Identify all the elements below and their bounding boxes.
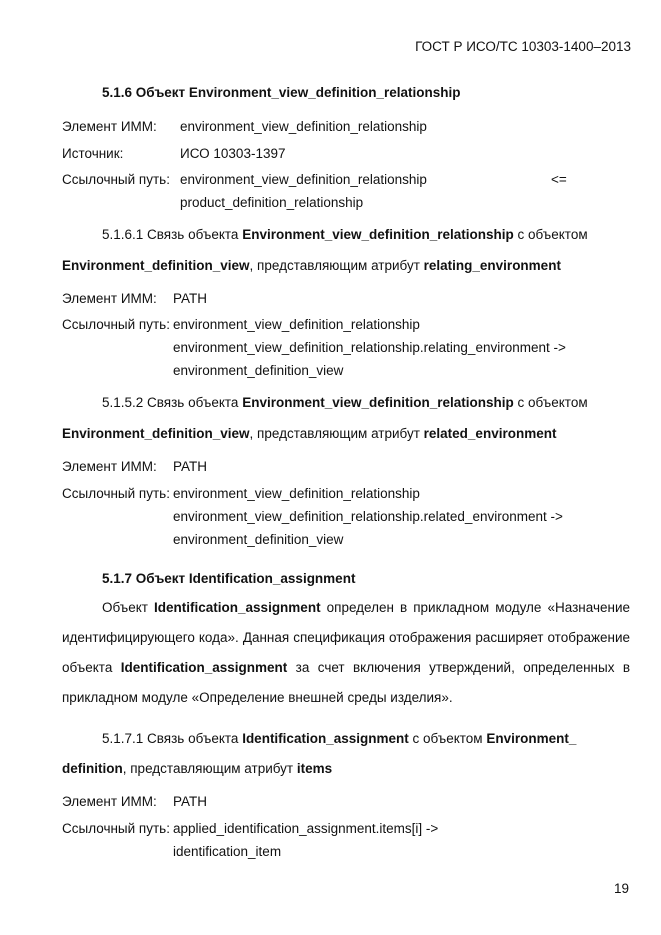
- text-run: , представляющим атрибут: [249, 426, 424, 441]
- mim-element-label: Элемент ИММ:: [62, 794, 157, 809]
- subsection-5-1-6-1-line1: [102, 228, 588, 242]
- section-heading-5-1-7: 5.1.7 Объект Identification_assignment: [102, 571, 356, 586]
- entity-name: Identification_assignment: [242, 731, 409, 746]
- reference-path-line: identification_item: [173, 844, 282, 859]
- text-run: с объектом: [513, 395, 588, 410]
- text-run: 5.1.7.1 Связь объекта: [102, 731, 243, 746]
- entity-name: Identification_assignment: [154, 600, 321, 615]
- reference-path-line: environment_view_definition_relationship: [173, 486, 420, 501]
- reference-path-line: environment_definition_view: [173, 532, 344, 547]
- text-run: , представляющим атрибут: [249, 258, 424, 273]
- mim-element-value: environment_view_definition_relationship: [180, 119, 427, 134]
- mim-element-label: Элемент ИММ:: [62, 291, 157, 306]
- mim-element-value: PATH: [173, 459, 208, 474]
- reference-path-line: environment_definition_view: [173, 363, 344, 378]
- reference-path-arrow: <=: [551, 172, 567, 187]
- attribute-name: related_environment: [423, 426, 557, 441]
- text-run: с объектом: [408, 731, 487, 746]
- reference-path-line: environment_view_definition_relationship.related_environment ->: [173, 509, 563, 524]
- reference-path-line: product_definition_relationship: [180, 195, 364, 210]
- mim-element-value: PATH: [173, 291, 208, 306]
- reference-path-label: Ссылочный путь:: [62, 821, 170, 836]
- reference-path-label: Ссылочный путь:: [62, 172, 170, 187]
- text-run: 5.1.6.1 Связь объекта: [102, 227, 243, 242]
- attribute-name: items: [296, 761, 333, 776]
- text-run: Объект: [102, 600, 155, 615]
- entity-name: Identification_assignment: [120, 660, 288, 675]
- reference-path-line: environment_view_definition_relationship: [180, 172, 427, 187]
- text-run: , представляющим атрибут: [122, 761, 297, 776]
- text-run: с объектом: [513, 227, 588, 242]
- mim-element-value: PATH: [173, 794, 208, 809]
- reference-path-line: environment_view_definition_relationship: [173, 317, 420, 332]
- mim-element-label: Элемент ИММ:: [62, 459, 157, 474]
- reference-path-label: Ссылочный путь:: [62, 486, 170, 501]
- text-run: определен в прикладном модуле «Назначение идентифицирующего кода». Данная спецификация отображения расширяет отображение объекта: [62, 600, 630, 675]
- entity-name: definition: [62, 761, 123, 776]
- entity-name: Environment_: [486, 731, 577, 746]
- entity-name: Environment_view_definition_relationship: [242, 227, 514, 242]
- entity-name: Environment_definition_view: [62, 426, 250, 441]
- text-run: за счет включения утверждений, определенных в прикладном модуле «Определение внешней среды изделия».: [62, 660, 630, 705]
- attribute-name: relating_environment: [423, 258, 561, 273]
- subsection-5-1-7-1-line1: [102, 732, 576, 746]
- document-id: ГОСТ Р ИСО/ТС 10303-1400–2013: [415, 39, 631, 54]
- subsection-5-1-5-2-line2: [62, 427, 556, 441]
- page-number: 19: [613, 881, 629, 896]
- entity-name: Environment_view_definition_relationship: [242, 395, 514, 410]
- subsection-5-1-6-1-line2: [62, 259, 561, 273]
- text-run: 5.1.5.2 Связь объекта: [102, 395, 243, 410]
- subsection-5-1-5-2-line1: [102, 396, 588, 410]
- entity-name: Environment_definition_view: [62, 258, 250, 273]
- section-heading-5-1-6: 5.1.6 Объект Environment_view_definition_relationship: [102, 85, 461, 100]
- section-5-1-7-paragraph: [62, 593, 630, 713]
- reference-path-label: Ссылочный путь:: [62, 317, 170, 332]
- reference-path-line: applied_identification_assignment.items[i] ->: [173, 821, 439, 836]
- mim-element-label: Элемент ИММ:: [62, 119, 157, 134]
- reference-path-line: environment_view_definition_relationship.relating_environment ->: [173, 340, 566, 355]
- source-value: ИСО 10303-1397: [180, 146, 286, 161]
- source-label: Источник:: [62, 146, 124, 161]
- subsection-5-1-7-1-line2: [62, 762, 332, 776]
